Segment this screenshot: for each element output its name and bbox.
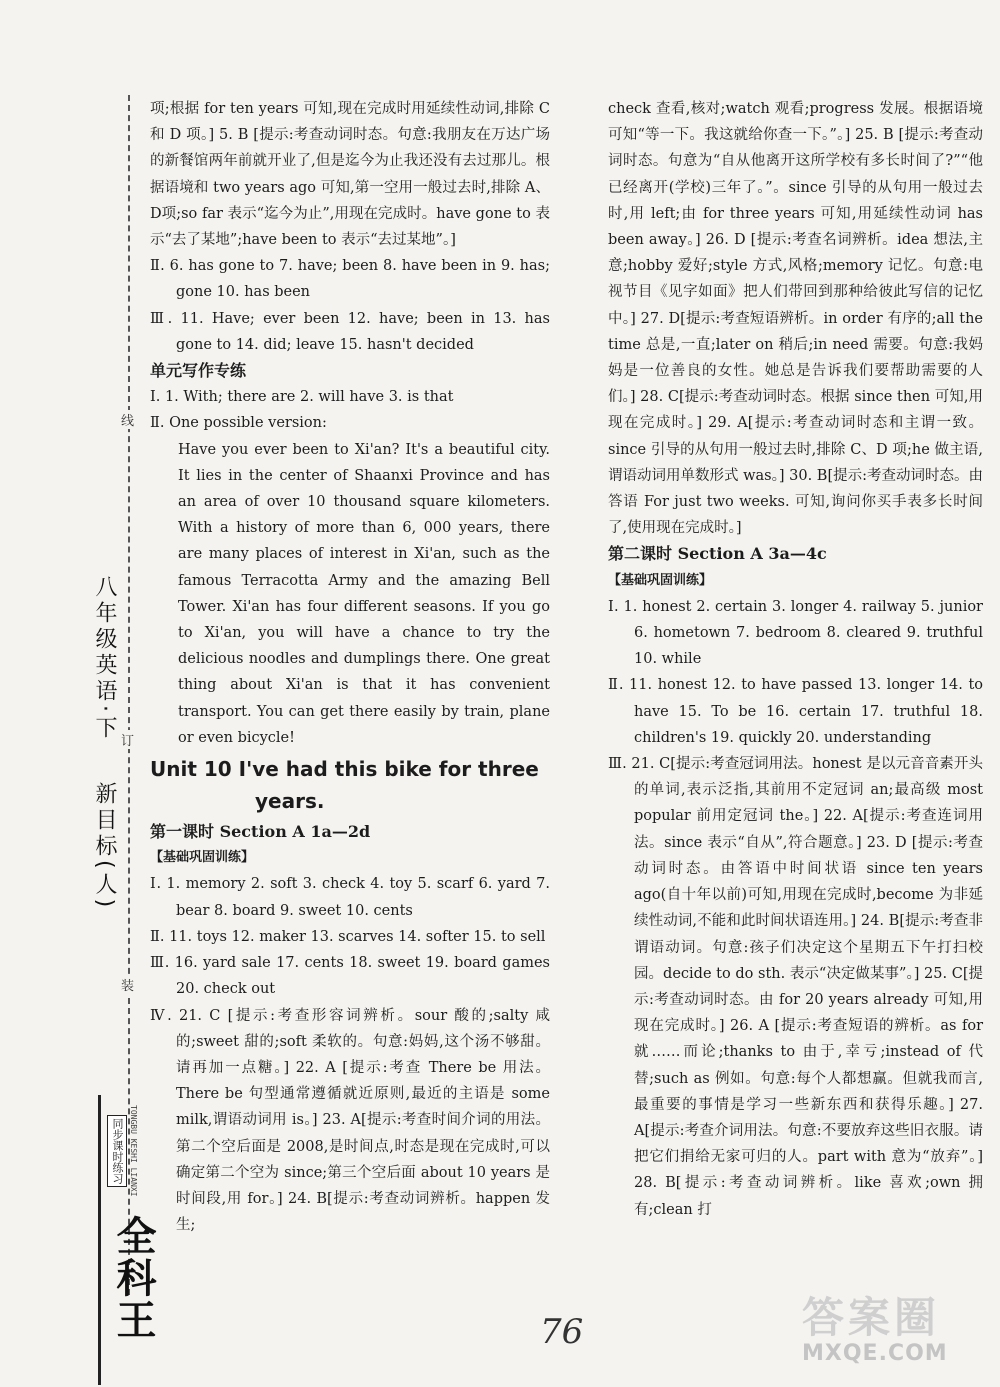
watermark-logo: 答案圈 <box>802 1293 941 1342</box>
book-grade-subject: 八年级英语·下 <box>92 575 117 742</box>
section-title-writing: 单元写作专练 <box>150 361 247 381</box>
lesson-title: 第一课时 Section A 1a—2d <box>150 822 371 842</box>
answer-item: Ⅰ. 1. memory 2. soft 3. check 4. toy 5. scarf 6. yard 7. bear 8. board 9. sweet 10. cents <box>150 876 550 919</box>
answer-item: Ⅰ. 1. honest 2. certain 3. longer 4. railway 5. junior 6. hometown 7. bedroom 8. cleared 9. truthful 10. while <box>608 598 983 668</box>
answer-item: Ⅲ. 11. Have; ever been 12. have; been in 13. has gone to 14. did; leave 15. hasn't decided <box>150 310 550 353</box>
answer-item: Ⅱ. 11. toys 12. maker 13. scarves 14. softer 15. to sell <box>150 928 546 945</box>
book-edition: 新目标(人) <box>92 782 117 912</box>
sample-essay: Have you ever been to Xi'an? It's a beautiful city. It lies in the center of Shaanxi Province and has an area of over 10 thousand square kilometers. With a history of more than 6, 000 years, there are many places of interest in Xi'an, such as the famous Terracotta Army and the amazing Bell Tower. Xi'an has four different seasons. If you go to Xi'an, you will have a chance to try the delicious noodles and dumplings there. One great thing about Xi'an is that it has convenient transport. You can get there easily by train, plane or even bicycle! <box>178 441 550 746</box>
answer-item: Ⅱ. 11. honest 12. to have passed 13. longer 14. to have 15. To be 16. certain 17. truthful 18. children's 19. quickly 20. understanding <box>608 677 983 746</box>
watermark <box>802 1295 982 1373</box>
answer-item: Ⅳ. 21. C [提示:考查形容词辨析。sour 酸的;salty 咸的;sweet 甜的;soft 柔软的。句意:妈妈,这个汤不够甜。请再加一点糖。] 22. A [提示:考查 There be 用法。There be 句型通常遵循就近原则,最近的主语是 some milk,谓语动词用 is。] 23. A[提示:考查时间介词的用法。第二个空后面是 2008,是时间点,时态是现在完成时,可以确定第二个空为 since;第三个空后面 about 10 years 是时间段,用 for。] 24. B[提示:考查动词辨析。happen 发生; <box>150 1007 550 1234</box>
answer-paragraph: 项;根据 for ten years 可知,现在完成时用延续性动词,排除 C 和 D 项。] 5. B [提示:考查动词时态。句意:我朋友在万达广场的新餐馆两年前就开业了,但是迄今为止我还没有去过那儿。根据语境和 two years ago 可知,第一空用一般过去时,排除 A、D项;so far 表示“迄今为止”,用现在完成时。have gone to 表示“去了某地”;have been to 表示“去过某地”。] <box>150 101 550 249</box>
book-title <box>80 575 120 915</box>
logo-pinyin: TONGBU KESHI LIANXI <box>129 1105 138 1197</box>
drill-tag: 【基础巩固训练】 <box>608 572 713 588</box>
watermark-url: MXQE.COM <box>802 1341 948 1366</box>
logo-tag: 同步课时练习 <box>107 1115 127 1187</box>
page-number: 76 <box>540 1312 584 1352</box>
lesson-title: 第二课时 Section A 3a—4c <box>608 544 827 564</box>
publisher-logo <box>98 1095 157 1385</box>
answer-item: Ⅲ. 16. yard sale 17. cents 18. sweet 19. board games 20. check out <box>150 955 550 998</box>
line-marker: 线 <box>121 410 134 429</box>
right-column <box>608 96 983 1223</box>
binding-strip <box>58 95 157 1385</box>
answer-item: Ⅱ. 6. has gone to 7. have; been 8. have been in 9. has; gone 10. has been <box>150 258 550 301</box>
answer-item: Ⅲ. 21. C[提示:考查冠词用法。honest 是以元音音素开头的单词,表示泛指,其前用不定冠词 an;最高级 most popular 前用定冠词 the。] 22. A[提示:考查连词用法。since 表示“自从”,符合题意。] 23. D [提示:考查动词时态。由答语中时间状语 since ten years ago(自十年以前)可知,用现在完成时,become 为非延续性动词,不能和此时间状语连用。] 24. B[提示:考查非谓语动词。句意:孩子们决定这个星期五下午打扫校园。decide to do sth. 表示“决定做某事”。] 25. C[提示:考查动词时态。由 for 20 years already 可知,用现在完成时。] 26. A [提示:考查短语的辨析。as for 就……而论;thanks to 由于,幸亏;instead of 代替;such as 例如。句意:每个人都想赢。但就我而言,最重要的事情是学习一些新东西和获得乐趣。] 27. A[提示:考查介词用法。句意:不要放弃这些旧衣服。请把它们捐给无家可归的人。part with 意为“放弃”。] 28. B[提示:考查动词辨析。like 喜欢;own 拥有;clean 打 <box>608 756 983 1218</box>
logo-wordmark: 全科王 <box>110 1215 157 1341</box>
order-marker: 订 <box>121 730 134 749</box>
answer-item: Ⅰ. 1. With; there are 2. will have 3. is that <box>150 389 454 406</box>
unit-title-line2: years. <box>255 789 325 814</box>
unit-title-line1: Unit 10 I've had this bike for three <box>150 757 539 782</box>
answer-item: Ⅱ. One possible version: <box>150 415 327 432</box>
left-column <box>150 96 550 1238</box>
unit-title <box>150 753 550 817</box>
answer-paragraph: check 查看,核对;watch 观看;progress 发展。根据语境可知“等一下。我这就给你查一下。”。] 25. B [提示:考查动词时态。句意为“自从他离开这所学校有多长时间了?”“他已经离开(学校)三年了。”。since 引导的从句用一般过去时,用 left;由 for three years 可知,用延续性动词 has been away。] 26. D [提示:考查名词辨析。idea 想法,主意;hobby 爱好;style 方式,风格;memory 记忆。句意:电视节目《见字如面》把人们带回到那种给彼此写信的记忆中。] 27. D[提示:考查短语辨析。in order 有序的;all the time 总是,一直;later on 稍后;in need 需要。句意:我妈妈是一位善良的女性。她总是告诉我们要帮助需要的人们。] 28. C[提示:考查动词时态。根据 since then 可知,用现在完成时。] 29. A[提示:考查动词时态和主谓一致。since 引导的从句用一般过去时,排除 C、D 项;he 做主语,谓语动词用单数形式 was。] 30. B[提示:考查动词时态。由答语 For just two weeks. 可知,询问你买手表多长时间了,使用现在完成时。] <box>608 101 983 537</box>
bind-marker: 装 <box>121 975 134 994</box>
drill-tag: 【基础巩固训练】 <box>150 850 255 866</box>
